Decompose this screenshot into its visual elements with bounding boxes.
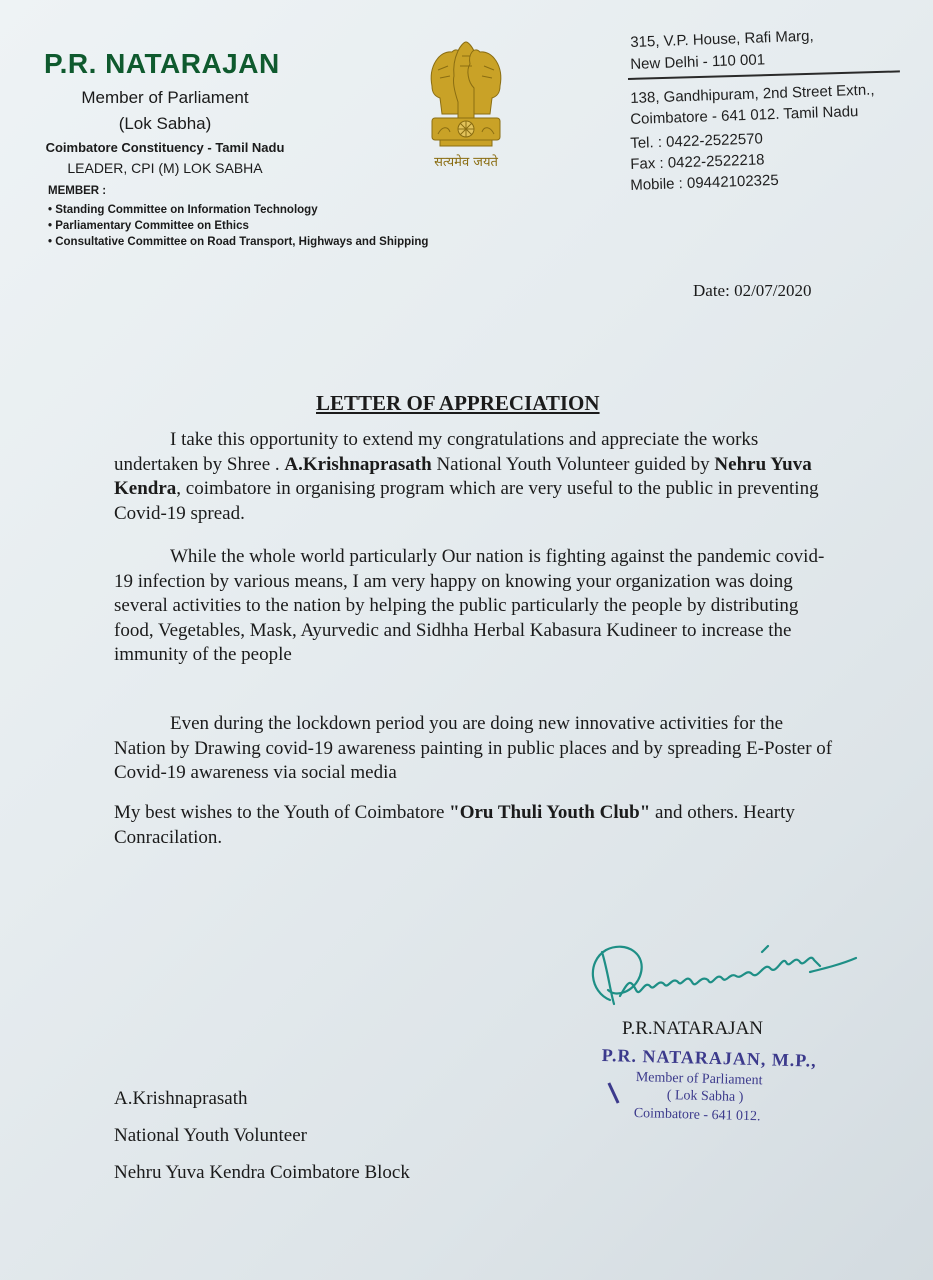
committee-item: • Consultative Committee on Road Transport, Highways and Shipping [48, 236, 429, 248]
mobile: Mobile : 09442102325 [630, 171, 779, 194]
address-delhi-line: New Delhi - 110 001 [630, 51, 766, 73]
letterhead-role: Member of Parliament [81, 88, 249, 107]
committee-list [48, 202, 428, 250]
recipient-title: National Youth Volunteer [114, 1125, 307, 1146]
committee-item: • Standing Committee on Information Technology [48, 204, 318, 216]
member-label: MEMBER : [48, 185, 107, 197]
letter-date: Date: 02/07/2020 [693, 281, 812, 300]
club-name: "Oru Thuli Youth Club" [449, 802, 651, 823]
volunteer-name: A.Krishnaprasath [284, 453, 432, 475]
letterhead-house: (Lok Sabha) [118, 114, 212, 133]
stamp-house: ( Lok Sabha ) [666, 1088, 744, 1105]
body-paragraph-1 [114, 428, 834, 526]
address-delhi-line: 315, V.P. House, Rafi Marg, [630, 27, 814, 51]
letter-title: LETTER OF APPRECIATION [316, 391, 600, 415]
text-run: National Youth Volunteer guided by [431, 453, 715, 475]
stamp-location: Coimbatore - 641 012. [633, 1106, 761, 1125]
emblem-motto: सत्यमेव जयते [434, 155, 498, 170]
stamp-mark [607, 1082, 619, 1103]
body-paragraph-3: Even during the lockdown period you are doing new innovative activities for the Nation by Drawing covid-19 awareness painting in public places and by spreading E-Poster of Covid-19 awareness via social media [114, 713, 833, 783]
address-cbe-line: 138, Gandhipuram, 2nd Street Extn., [630, 81, 875, 107]
text-run: , coimbatore in organising program which are very useful to the public in preventing Covid-19 spread. [114, 478, 819, 524]
signatory-name: P.R.NATARAJAN [622, 1018, 764, 1039]
committee-item: • Parliamentary Committee on Ethics [48, 220, 249, 232]
body-paragraph-2: While the whole world particularly Our nation is fighting against the pandemic covid-19 infection by various means, I am very happy on knowing your organization was doing several activities to the nation by helping the public particularly the people by distributing food, Vegetables, Mask, Ayurvedic and Sidhha Herbal Kabasura Kudineer to increase the immunity of the people [114, 546, 825, 665]
stamp-name: P.R. NATARAJAN, M.P., [601, 1045, 817, 1071]
text-run: My best wishes to the Youth of Coimbatore [114, 802, 450, 823]
text-run: and others. Hearty Conracilation. [114, 802, 795, 848]
address-cbe-line: Coimbatore - 641 012. Tamil Nadu [630, 103, 859, 128]
stamp-role: Member of Parliament [635, 1070, 763, 1089]
letterhead-leader: LEADER, CPI (M) LOK SABHA [67, 160, 263, 176]
recipient-name: A.Krishnaprasath [114, 1088, 248, 1109]
national-emblem-icon [418, 36, 514, 186]
fax: Fax : 0422-2522218 [630, 151, 765, 173]
organization-name: Nehru Yuva Kendra [114, 453, 812, 499]
address-divider [628, 70, 900, 80]
letterhead-name: P.R. NATARAJAN [44, 48, 280, 79]
recipient-organization: Nehru Yuva Kendra Coimbatore Block [114, 1162, 410, 1183]
body-paragraph-4 [114, 801, 834, 850]
letterhead-constituency: Coimbatore Constituency - Tamil Nadu [45, 140, 285, 155]
text-run: I take this opportunity to extend my congratulations and appreciate the works undertaken by Shree . [114, 429, 759, 475]
telephone: Tel. : 0422-2522570 [630, 130, 764, 152]
handwritten-signature [580, 932, 860, 1022]
